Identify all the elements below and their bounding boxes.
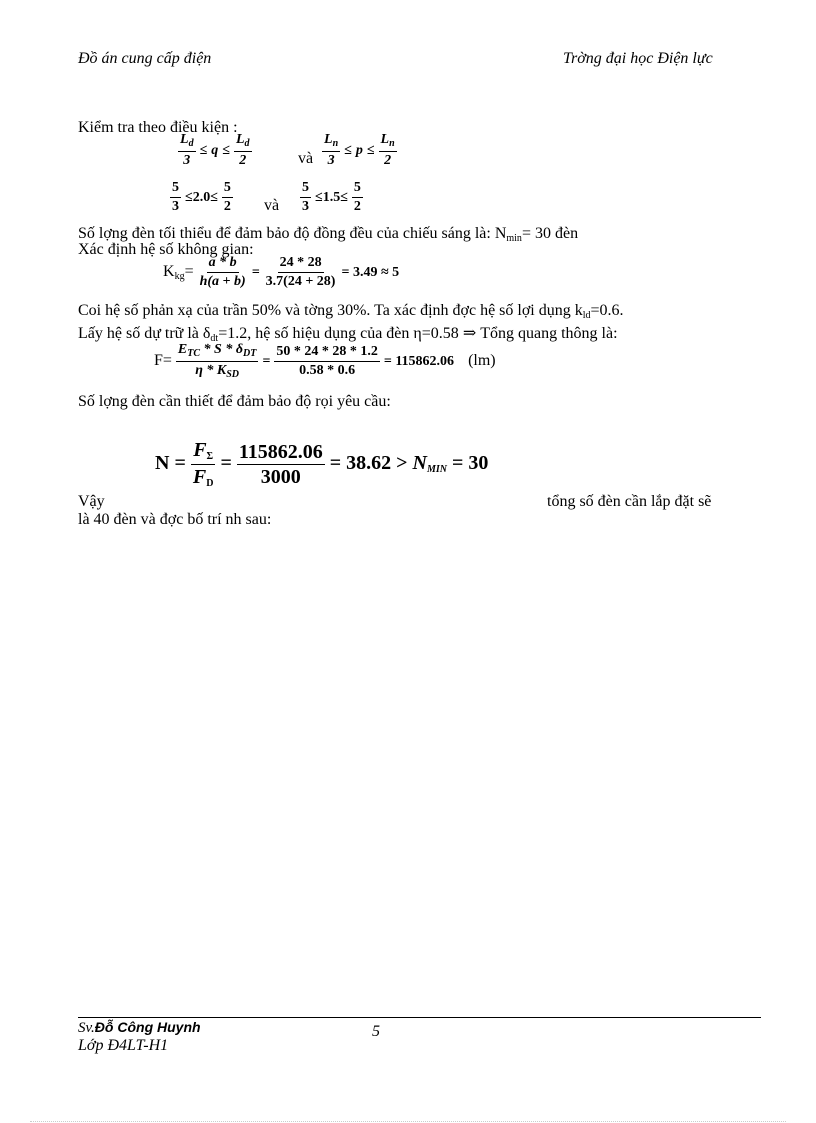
space-coefficient-text: Xác định hệ số không gian: — [78, 241, 254, 258]
header-left: Đồ án cung cấp điện — [78, 50, 212, 67]
page-bottom-dotted-line — [30, 1121, 786, 1122]
conclusion-text: là 40 đèn và đợc bố trí nh sau: — [78, 511, 272, 528]
conclusion-right-text: tổng số đèn cần lắp đặt sẽ — [547, 493, 712, 510]
footer-student: Sv.Đỗ Công Huynh — [78, 1019, 201, 1036]
condition-inequality-2: $\frac{L_n}{3}$ ≤ p ≤ $\frac{L_n}{2}$ — [324, 132, 395, 168]
condition-values-1: $\frac{5}{3}$ ≤2.0≤ $\frac{5}{2}$ — [172, 180, 231, 214]
reserve-coefficient-text: Lấy hệ số dự trữ là $\delta_{dt}=1.2$, hệ số hiệu dụng của đèn η=0.58 ⇒ Tổng quang thông là: — [78, 325, 618, 344]
check-condition-text: Kiểm tra theo điều kiện : — [78, 119, 238, 136]
footer-class: Lớp Đ4LT-H1 — [78, 1037, 169, 1054]
and-word-2: và — [264, 197, 280, 214]
implies-arrow-icon: ⇒ — [462, 325, 477, 342]
reflection-text: Coi hệ số phản xạ của trần 50% và tờng 30%. Ta xác định đợc hệ số lợi dụng $k_{ld}=0.6$. — [78, 302, 624, 321]
flux-equation: F= $\frac{E_{TC} * S * \delta_{DT}}{\eta * K_{SD}}$ = $\frac{50 * 24 * 28 * 1.2}{0.58 * 0.6}$ = 115862.06 (lm) — [154, 342, 496, 380]
condition-inequality-1: $\frac{L_d}{3}$ ≤ q ≤ $\frac{L_d}{2}$ — [180, 132, 250, 168]
n-equation: N = $\frac{F_\Sigma}{F_D}$ = $\frac{115862.06}{3000}$ = $38.62 > N_{MIN} = 30$ — [155, 439, 489, 489]
required-lamps-text: Số lợng đèn cần thiết để đảm bảo độ rọi yêu cầu: — [78, 393, 391, 410]
conclusion-word: Vậy — [78, 493, 105, 510]
footer-divider — [78, 1017, 761, 1018]
and-word-1: và — [298, 150, 314, 167]
condition-values-2: $\frac{5}{3}$ ≤1.5≤ $\frac{5}{2}$ — [302, 180, 361, 214]
page-number: 5 — [372, 1023, 380, 1040]
kkg-equation: $K_{kg}=$ $\frac{a * b}{h(a + b)}$ = $\frac{24 * 28}{3.7(24 + 28)}$ = 3.49 ≈ 5 — [163, 255, 400, 289]
min-lamps-text: Số lợng đèn tối thiểu để đảm bảo độ đồng đều của chiếu sáng là: $N_{min}= 30$ đèn — [78, 225, 579, 244]
header-right: Trờng đại học Điện lực — [563, 50, 713, 67]
